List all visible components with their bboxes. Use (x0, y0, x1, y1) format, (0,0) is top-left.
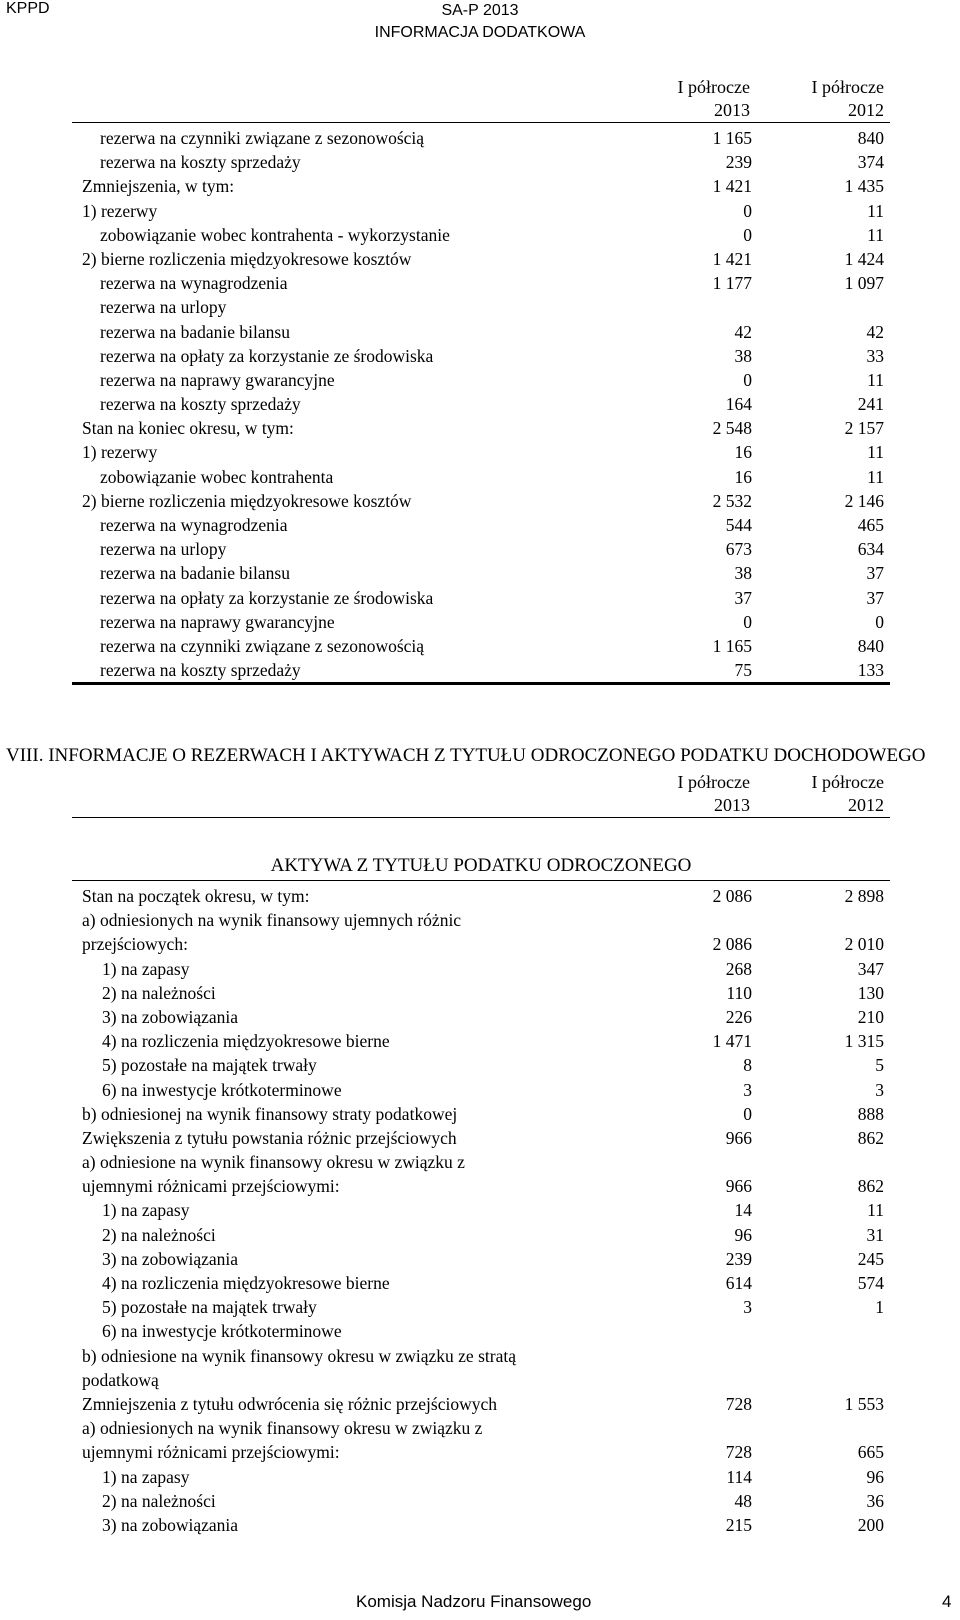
row-label: b) odniesionej na wynik finansowy straty podatkowej (82, 1103, 458, 1124)
row-label: rezerwa na badanie bilansu (100, 563, 290, 584)
row-value-2012: 96 (866, 1466, 884, 1487)
row-value-2012: 1 435 (844, 176, 884, 197)
row-value-2013: 3 (743, 1297, 752, 1318)
table-row (72, 489, 890, 513)
row-label: 2) na należności (102, 1490, 216, 1511)
row-value-2012: 42 (866, 321, 884, 342)
table-row (72, 537, 890, 561)
row-value-2013: 239 (725, 152, 752, 173)
row-label: zobowiązanie wobec kontrahenta (100, 466, 334, 487)
row-value-2013: 544 (725, 515, 752, 535)
row-value-2012: 31 (866, 1224, 884, 1245)
row-label: rezerwa na wynagrodzenia (100, 273, 288, 294)
row-label: Zmniejszenia, w tym: (82, 176, 235, 197)
row-value-2013: 96 (734, 1224, 752, 1245)
table-row (72, 586, 890, 610)
header-title: SA-P 2013 (441, 2, 519, 19)
t1-top-rule (72, 122, 890, 123)
row-value-2013: 728 (725, 1442, 752, 1463)
row-label: a) odniesionych na wynik finansowy okresu w związku z (82, 1418, 483, 1439)
header-subtitle: INFORMACJA DODATKOWA (374, 24, 586, 41)
row-value-2012: 862 (857, 1176, 884, 1197)
page-header (0, 0, 960, 44)
table-row (72, 199, 890, 223)
row-value-2013: 673 (725, 539, 752, 560)
table-row (72, 561, 890, 585)
table-row (72, 126, 890, 150)
row-label: b) odniesione na wynik finansowy okresu w związku ze stratą (82, 1345, 516, 1366)
row-label: rezerwa na czynniki związane z sezonowością (100, 635, 425, 656)
table-row (72, 1053, 890, 1077)
row-value-2013: 1 165 (712, 635, 752, 656)
row-value-2013: 114 (726, 1466, 752, 1487)
row-label: ujemnymi różnicami przejściowymi: (82, 1442, 340, 1463)
row-value-2012: 130 (857, 982, 884, 1003)
table-row (72, 1368, 890, 1392)
row-value-2013: 0 (743, 200, 752, 221)
row-value-2013: 75 (734, 660, 752, 681)
table-row (72, 634, 890, 658)
table-row (72, 908, 890, 932)
t1-col1-header: I półrocze 2013 (677, 77, 750, 120)
row-value-2013: 37 (734, 587, 752, 608)
row-value-2012: 2 146 (844, 490, 884, 511)
row-label: zobowiązanie wobec kontrahenta - wykorzystanie (100, 224, 450, 245)
table-row (72, 1416, 890, 1440)
row-value-2012: 465 (857, 515, 884, 535)
row-label: rezerwa na naprawy gwarancyjne (100, 369, 335, 390)
table-row (72, 1465, 890, 1489)
row-value-2013: 0 (743, 224, 752, 245)
row-label: 4) na rozliczenia międzyokresowe bierne (102, 1273, 390, 1293)
table-row (72, 440, 890, 464)
row-label: Zmniejszenia z tytułu odwrócenia się różnic przejściowych (82, 1393, 497, 1414)
row-value-2012: 11 (867, 369, 884, 390)
table-row (72, 247, 890, 271)
table-row (72, 465, 890, 489)
table-row (72, 1102, 890, 1126)
table-row (72, 1174, 890, 1198)
row-label: 4) na rozliczenia międzyokresowe bierne (102, 1031, 390, 1052)
row-value-2012: 1 424 (844, 248, 884, 269)
row-label: 5) pozostałe na majątek trwały (102, 1297, 317, 1318)
row-value-2013: 2 086 (712, 934, 752, 955)
row-value-2012: 245 (857, 1248, 884, 1269)
row-value-2013: 1 471 (712, 1031, 752, 1052)
row-value-2013: 42 (734, 321, 752, 342)
row-label: rezerwa na naprawy gwarancyjne (100, 611, 335, 632)
table-row (72, 513, 890, 537)
row-value-2012: 574 (857, 1273, 884, 1293)
row-value-2012: 11 (867, 1200, 884, 1221)
footer-text: Komisja Nadzoru Finansowego (356, 1592, 592, 1611)
row-label: Zwiększenia z tytułu powstania różnic przejściowych (82, 1127, 457, 1148)
row-value-2012: 347 (857, 958, 884, 979)
aktywa-heading: AKTYWA Z TYTUŁU PODATKU ODROCZONEGO (270, 855, 692, 876)
table-row (72, 1440, 890, 1464)
row-label: 1) na zapasy (102, 1466, 190, 1487)
row-value-2012: 11 (867, 200, 884, 221)
row-label: rezerwa na urlopy (100, 539, 227, 560)
table-row (72, 1078, 890, 1102)
row-label: 6) na inwestycje krótkoterminowe (102, 1079, 342, 1100)
row-label: rezerwa na wynagrodzenia (100, 515, 288, 535)
row-value-2012: 5 (875, 1055, 884, 1076)
row-value-2012: 11 (867, 224, 884, 245)
row-value-2013: 0 (743, 369, 752, 390)
table-row (72, 1392, 890, 1416)
row-value-2013: 728 (725, 1393, 752, 1414)
table-row (72, 1005, 890, 1029)
table-aktywa (72, 884, 890, 1537)
row-label: rezerwa na koszty sprzedaży (100, 152, 301, 173)
row-value-2012: 11 (867, 442, 884, 463)
table-row (72, 932, 890, 956)
t2-top-rule (72, 817, 890, 818)
row-value-2012: 210 (857, 1006, 884, 1027)
row-value-2012: 1 (875, 1297, 884, 1318)
table-row (72, 1271, 890, 1295)
table-row (72, 610, 890, 634)
row-value-2012: 37 (866, 563, 884, 584)
row-value-2013: 2 086 (712, 886, 752, 906)
table-row (72, 223, 890, 247)
row-value-2012: 11 (867, 466, 884, 487)
row-value-2013: 215 (725, 1514, 752, 1535)
t1-col2-header: I półrocze 2012 (811, 77, 884, 120)
t2-col2-header: I półrocze 2012 (811, 772, 884, 815)
row-value-2013: 226 (725, 1006, 752, 1027)
row-label: rezerwa na koszty sprzedaży (100, 660, 301, 681)
row-value-2013: 0 (743, 611, 752, 632)
table-row (72, 1489, 890, 1513)
row-value-2013: 268 (725, 958, 752, 979)
row-label: 3) na zobowiązania (102, 1248, 239, 1269)
row-label: 1) rezerwy (82, 200, 158, 221)
table-row (72, 1150, 890, 1174)
row-label: przejściowych: (82, 934, 188, 955)
row-value-2013: 8 (743, 1055, 752, 1076)
row-value-2012: 3 (875, 1079, 884, 1100)
row-value-2013: 1 165 (712, 128, 752, 148)
t2-heading-rule (72, 880, 890, 881)
row-label: Stan na początek okresu, w tym: (82, 886, 310, 906)
row-label: rezerwa na koszty sprzedaży (100, 394, 301, 415)
row-label: rezerwa na opłaty za korzystanie ze środowiska (100, 345, 434, 366)
table-row (72, 658, 890, 682)
row-value-2013: 48 (734, 1490, 752, 1511)
table-row (72, 1223, 890, 1247)
table-row (72, 368, 890, 392)
row-value-2012: 665 (857, 1442, 884, 1463)
row-label: 3) na zobowiązania (102, 1006, 239, 1027)
row-label: 5) pozostałe na majątek trwały (102, 1055, 317, 1076)
table-row (72, 295, 890, 319)
row-value-2012: 374 (857, 152, 884, 173)
table-row (72, 1513, 890, 1537)
row-value-2012: 0 (875, 611, 884, 632)
table-row (72, 1319, 890, 1343)
table-row (72, 1295, 890, 1319)
table-row (72, 884, 890, 908)
row-label: podatkową (82, 1369, 159, 1390)
row-value-2012: 37 (866, 587, 884, 608)
table-row (72, 320, 890, 344)
row-value-2012: 2 157 (844, 418, 884, 439)
row-value-2013: 14 (734, 1200, 752, 1221)
row-value-2013: 110 (726, 982, 752, 1003)
row-value-2012: 862 (857, 1127, 884, 1148)
row-label: rezerwa na urlopy (100, 297, 227, 318)
row-label: 1) na zapasy (102, 1200, 190, 1221)
row-value-2012: 133 (857, 660, 884, 681)
row-value-2012: 840 (857, 128, 884, 148)
row-label: 6) na inwestycje krótkoterminowe (102, 1321, 342, 1342)
row-label: 2) na należności (102, 982, 216, 1003)
table-row (72, 981, 890, 1005)
row-value-2013: 38 (734, 563, 752, 584)
row-value-2013: 2 532 (712, 490, 752, 511)
row-label: rezerwa na czynniki związane z sezonowością (100, 128, 425, 148)
row-label: a) odniesionych na wynik finansowy ujemnych różnic (82, 910, 462, 931)
row-value-2012: 2 010 (844, 934, 884, 955)
table-row (72, 1344, 890, 1368)
row-value-2013: 38 (734, 345, 752, 366)
row-value-2012: 200 (857, 1514, 884, 1535)
header-left: KPPD (6, 0, 50, 17)
row-value-2012: 840 (857, 635, 884, 656)
row-value-2013: 239 (725, 1248, 752, 1269)
row-label: 2) bierne rozliczenia międzyokresowe kosztów (82, 490, 412, 511)
row-label: 1) na zapasy (102, 958, 190, 979)
row-value-2013: 0 (743, 1103, 752, 1124)
t2-col1-header: I półrocze 2013 (677, 772, 750, 815)
row-label: 2) na należności (102, 1224, 216, 1245)
table-row (72, 150, 890, 174)
table-row (72, 416, 890, 440)
table-row (72, 344, 890, 368)
row-value-2013: 966 (725, 1176, 752, 1197)
row-value-2013: 2 548 (712, 418, 752, 439)
row-value-2012: 2 898 (844, 886, 884, 906)
row-value-2012: 36 (866, 1490, 884, 1511)
table-row (72, 1126, 890, 1150)
row-value-2013: 614 (725, 1273, 752, 1293)
row-label: ujemnymi różnicami przejściowymi: (82, 1176, 340, 1197)
row-value-2013: 1 421 (712, 248, 752, 269)
row-value-2013: 16 (734, 466, 752, 487)
row-value-2013: 966 (725, 1127, 752, 1148)
row-label: 2) bierne rozliczenia międzyokresowe kosztów (82, 248, 412, 269)
table-row (72, 1247, 890, 1271)
row-label: Stan na koniec okresu, w tym: (82, 418, 294, 439)
table-rezerwy (72, 126, 890, 682)
row-label: 1) rezerwy (82, 442, 158, 463)
row-label: rezerwa na badanie bilansu (100, 321, 290, 342)
table-row (72, 271, 890, 295)
header-center (0, 0, 960, 44)
row-value-2012: 888 (857, 1103, 884, 1124)
row-label: 3) na zobowiązania (102, 1514, 239, 1535)
t1-bottom-rule (72, 682, 890, 685)
table-row (72, 957, 890, 981)
row-value-2012: 634 (857, 539, 884, 560)
table-row (72, 1198, 890, 1222)
row-value-2013: 3 (743, 1079, 752, 1100)
row-value-2012: 33 (866, 345, 884, 366)
row-value-2013: 1 177 (712, 273, 752, 294)
section-title: VIII. INFORMACJE O REZERWACH I AKTYWACH Z TYTUŁU ODROCZONEGO PODATKU DOCHODOWEGO (6, 745, 926, 766)
table-row (72, 174, 890, 198)
table-row (72, 392, 890, 416)
row-value-2012: 1 097 (844, 273, 884, 294)
row-value-2013: 164 (725, 394, 752, 415)
row-label: a) odniesione na wynik finansowy okresu w związku z (82, 1152, 465, 1173)
row-value-2013: 16 (734, 442, 752, 463)
row-value-2012: 1 553 (844, 1393, 884, 1414)
row-value-2012: 1 315 (844, 1031, 884, 1052)
row-label: rezerwa na opłaty za korzystanie ze środowiska (100, 587, 434, 608)
page-number: 4 (942, 1592, 952, 1611)
row-value-2013: 1 421 (712, 176, 752, 197)
row-value-2012: 241 (857, 394, 884, 415)
table-row (72, 1029, 890, 1053)
